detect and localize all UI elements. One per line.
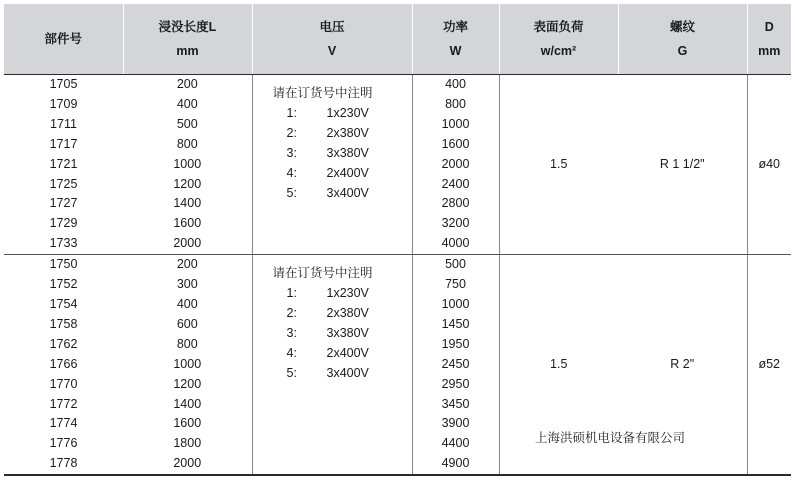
voltage-option <box>273 283 412 303</box>
power-cell: 4900 <box>412 454 499 475</box>
power-cell: 4400 <box>412 434 499 454</box>
power-cell: 2450 <box>412 355 499 375</box>
part-number-cell: 1725 <box>49 176 78 191</box>
length-cell: 2000 <box>123 234 252 254</box>
power-cell: 3900 <box>412 414 499 434</box>
power-cell: 1950 <box>412 335 499 355</box>
voltage-option <box>273 183 412 203</box>
part-number-cell: 1770 <box>49 376 78 391</box>
voltage-option-value: 3x400V <box>326 186 369 200</box>
table-row <box>4 255 791 275</box>
power-cell: 1000 <box>412 115 499 135</box>
voltage-option-value: 3x400V <box>326 366 369 381</box>
voltage-option-value: 2x400V <box>326 346 369 361</box>
voltage-option-value: 2x380V <box>326 306 369 321</box>
table-row <box>4 75 791 95</box>
voltage-option-value: 2x400V <box>326 166 369 180</box>
length-cell: 2000 <box>123 454 252 475</box>
diameter-cell: ø40 <box>747 75 791 255</box>
voltage-option <box>273 163 412 183</box>
surface-load-cell: 1.5 <box>499 255 618 475</box>
voltage-option <box>273 363 412 383</box>
length-cell: 1800 <box>173 436 202 451</box>
part-number-cell: 1709 <box>49 96 78 111</box>
length-cell: 1000 <box>173 156 202 171</box>
power-cell: 1600 <box>412 135 499 155</box>
header-part-number: 部件号 <box>4 4 123 75</box>
part-number-cell: 1711 <box>50 116 77 131</box>
length-cell: 1200 <box>173 376 202 391</box>
part-number-cell: 1774 <box>49 416 78 431</box>
length-cell: 300 <box>176 277 198 292</box>
header-diameter: D mm <box>747 4 791 75</box>
voltage-option-value: 3x380V <box>326 146 369 160</box>
header-voltage: 电压 V <box>252 4 412 75</box>
voltage-cell <box>252 255 412 475</box>
length-cell: 600 <box>176 316 198 331</box>
table-header <box>4 4 791 75</box>
power-cell: 3450 <box>412 395 499 415</box>
heater-spec-table <box>4 4 791 476</box>
length-cell: 400 <box>176 296 198 311</box>
voltage-option <box>273 103 412 123</box>
part-number-cell: 1766 <box>49 356 78 371</box>
voltage-option <box>273 123 412 143</box>
thread-cell: R 2" <box>618 255 747 475</box>
length-cell: 1000 <box>173 356 202 371</box>
header-thread: 螺纹 G <box>618 4 747 75</box>
length-cell: 500 <box>176 116 198 131</box>
length-cell: 1200 <box>173 176 202 191</box>
length-cell: 1400 <box>173 396 202 411</box>
part-number-cell: 1727 <box>49 196 78 211</box>
voltage-option-value: 2x380V <box>326 126 369 140</box>
part-number-cell: 1752 <box>49 277 78 292</box>
voltage-option-value: 3x380V <box>326 326 369 341</box>
part-number-cell: 1729 <box>49 216 78 231</box>
part-number-cell: 1762 <box>49 336 78 351</box>
voltage-option-number: 1: <box>286 106 297 120</box>
power-cell: 3200 <box>412 214 499 234</box>
voltage-option <box>273 303 412 323</box>
power-cell: 500 <box>412 255 499 275</box>
length-cell: 1600 <box>173 416 202 431</box>
voltage-option <box>273 323 412 343</box>
power-cell: 2800 <box>412 194 499 214</box>
part-number-cell: 1717 <box>49 136 78 151</box>
part-number-cell: 1772 <box>49 396 78 411</box>
part-number-cell: 1758 <box>49 316 78 331</box>
length-cell: 200 <box>176 77 198 91</box>
power-cell: 400 <box>412 75 499 95</box>
length-cell: 1600 <box>173 216 202 231</box>
voltage-option-number: 5: <box>286 186 297 200</box>
company-watermark: 上海洪硕机电设备有限公司 <box>535 430 686 445</box>
header-immersion-length: 浸没长度L mm <box>123 4 252 75</box>
voltage-option <box>273 343 412 363</box>
voltage-option <box>273 143 412 163</box>
power-cell: 1000 <box>412 295 499 315</box>
length-cell: 800 <box>176 136 198 151</box>
voltage-option-number: 2: <box>286 126 297 140</box>
voltage-order-note: 请在订货号中注明 <box>272 86 373 100</box>
power-cell: 2950 <box>412 375 499 395</box>
length-cell: 800 <box>176 336 198 351</box>
power-cell: 2400 <box>412 175 499 195</box>
voltage-option-value: 1x230V <box>326 286 369 301</box>
header-surface-load: 表面负荷 w/cm² <box>499 4 618 75</box>
part-number-cell: 1750 <box>49 257 78 272</box>
length-cell: 400 <box>176 96 198 111</box>
voltage-option-number: 4: <box>286 346 297 361</box>
header-power: 功率 W <box>412 4 499 75</box>
power-cell: 4000 <box>412 234 499 254</box>
part-number-cell: 1705 <box>49 77 78 91</box>
power-cell: 1450 <box>412 315 499 335</box>
thread-cell: R 1 1/2" <box>618 75 747 255</box>
voltage-option-value: 1x230V <box>326 106 369 120</box>
voltage-option-number: 3: <box>286 146 297 160</box>
part-number-cell: 1754 <box>49 296 78 311</box>
surface-load-cell: 1.5 <box>499 75 618 255</box>
table-group-40 <box>4 75 791 255</box>
diameter-cell: ø52 <box>747 255 791 475</box>
spec-table-container <box>4 4 791 476</box>
part-number-cell: 1776 <box>49 436 78 451</box>
voltage-order-note: 请在订货号中注明 <box>272 266 373 281</box>
voltage-option-number: 1: <box>286 286 297 301</box>
voltage-option-number: 5: <box>286 366 297 381</box>
power-cell: 750 <box>412 275 499 295</box>
part-number-cell: 1733 <box>4 234 123 254</box>
part-number-cell: 1778 <box>4 454 123 475</box>
voltage-option-number: 2: <box>286 306 297 321</box>
length-cell: 1400 <box>173 196 202 211</box>
part-number-cell: 1721 <box>49 156 78 171</box>
power-cell: 2000 <box>412 155 499 175</box>
length-cell: 200 <box>176 257 198 272</box>
voltage-cell <box>252 75 412 255</box>
voltage-option-number: 3: <box>286 326 297 341</box>
power-cell: 800 <box>412 95 499 115</box>
voltage-option-number: 4: <box>286 166 297 180</box>
